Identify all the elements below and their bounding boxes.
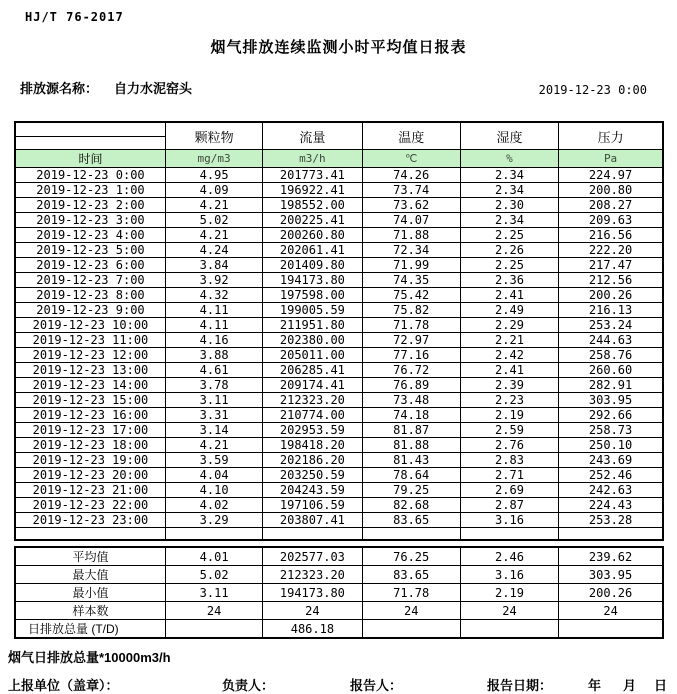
- row-value: 212.56: [559, 273, 663, 288]
- row-value: 202186.20: [263, 453, 362, 468]
- summary-row: [15, 620, 663, 639]
- row-value: 212323.20: [263, 393, 362, 408]
- row-time: 2019-12-23 17:00: [15, 423, 165, 438]
- signature-row: [0, 675, 677, 693]
- row-value: 75.42: [362, 288, 460, 303]
- report-unit-label: 上报单位（盖章）：: [8, 678, 119, 693]
- row-value: 201773.41: [263, 168, 362, 183]
- row-value: 216.13: [559, 303, 663, 318]
- row-value: 74.26: [362, 168, 460, 183]
- row-value: 3.14: [165, 423, 262, 438]
- row-value: 2.87: [460, 498, 558, 513]
- row-value: 77.16: [362, 348, 460, 363]
- row-time: 2019-12-23 3:00: [15, 213, 165, 228]
- row-value: 222.20: [559, 243, 663, 258]
- summary-label: 平均值: [15, 547, 165, 566]
- row-time: 2019-12-23 4:00: [15, 228, 165, 243]
- row-time: 2019-12-23 18:00: [15, 438, 165, 453]
- row-value: 81.43: [362, 453, 460, 468]
- row-value: 199005.59: [263, 303, 362, 318]
- row-value: 73.74: [362, 183, 460, 198]
- row-value: 2.34: [460, 213, 558, 228]
- row-value: 4.04: [165, 468, 262, 483]
- row-value: 5.02: [165, 213, 262, 228]
- report-time: 2019-12-23 0:00: [538, 83, 647, 97]
- row-value: 205011.00: [263, 348, 362, 363]
- row-value: 200.80: [559, 183, 663, 198]
- row-value: 72.97: [362, 333, 460, 348]
- row-value: 224.97: [559, 168, 663, 183]
- row-value: 3.88: [165, 348, 262, 363]
- row-value: 200.26: [559, 288, 663, 303]
- row-value: 83.65: [362, 513, 460, 528]
- row-value: 2.30: [460, 198, 558, 213]
- row-value: 73.48: [362, 393, 460, 408]
- empty-cell: [362, 528, 460, 541]
- row-value: 2.59: [460, 423, 558, 438]
- row-value: 258.73: [559, 423, 663, 438]
- row-value: 203250.59: [263, 468, 362, 483]
- row-value: 4.11: [165, 303, 262, 318]
- row-value: 82.68: [362, 498, 460, 513]
- row-value: 197598.00: [263, 288, 362, 303]
- row-value: 4.16: [165, 333, 262, 348]
- row-value: 2.71: [460, 468, 558, 483]
- summary-value: 2.19: [460, 584, 558, 602]
- summary-value: 303.95: [559, 566, 663, 584]
- summary-value: 3.16: [460, 566, 558, 584]
- table-row: [15, 453, 663, 468]
- row-value: 242.63: [559, 483, 663, 498]
- empty-cell: [165, 528, 262, 541]
- unit-pressure: Pa: [559, 150, 663, 168]
- summary-label: 最小值: [15, 584, 165, 602]
- row-value: 200260.80: [263, 228, 362, 243]
- summary-value: 24: [460, 602, 558, 620]
- table-row: [15, 408, 663, 423]
- row-time: 2019-12-23 5:00: [15, 243, 165, 258]
- main-table: [14, 121, 664, 541]
- row-value: 202380.00: [263, 333, 362, 348]
- row-value: 75.82: [362, 303, 460, 318]
- unit-temperature: ℃: [362, 150, 460, 168]
- time-header: 时间: [15, 150, 165, 168]
- summary-rows: [15, 547, 663, 638]
- footnote: 烟气日排放总量*10000m3/h: [8, 650, 171, 665]
- row-value: 2.34: [460, 183, 558, 198]
- table-row: [15, 483, 663, 498]
- summary-value: 200.26: [559, 584, 663, 602]
- summary-row: [15, 584, 663, 602]
- meta-row: [20, 78, 647, 97]
- table-row: [15, 333, 663, 348]
- row-value: 2.21: [460, 333, 558, 348]
- row-value: 4.95: [165, 168, 262, 183]
- row-value: 210774.00: [263, 408, 362, 423]
- table-row: [15, 468, 663, 483]
- row-value: 253.24: [559, 318, 663, 333]
- year-label: 年: [588, 678, 602, 693]
- summary-value: 24: [165, 602, 262, 620]
- row-value: 198418.20: [263, 438, 362, 453]
- row-time: 2019-12-23 1:00: [15, 183, 165, 198]
- row-value: 76.89: [362, 378, 460, 393]
- row-value: 4.10: [165, 483, 262, 498]
- row-time: 2019-12-23 9:00: [15, 303, 165, 318]
- row-value: 209174.41: [263, 378, 362, 393]
- row-value: 292.66: [559, 408, 663, 423]
- row-value: 2.76: [460, 438, 558, 453]
- row-value: 4.21: [165, 438, 262, 453]
- source-name: 自力水泥窑头: [114, 81, 193, 96]
- summary-value: [559, 620, 663, 639]
- col-header-particulate: 颗粒物: [165, 122, 262, 150]
- row-value: 217.47: [559, 258, 663, 273]
- row-value: 3.84: [165, 258, 262, 273]
- row-value: 2.41: [460, 288, 558, 303]
- col-header-pressure: 压力: [559, 122, 663, 150]
- manager-label: 负责人：: [222, 678, 275, 693]
- row-value: 71.88: [362, 228, 460, 243]
- row-value: 260.60: [559, 363, 663, 378]
- summary-value: 4.01: [165, 547, 262, 566]
- row-time: 2019-12-23 20:00: [15, 468, 165, 483]
- row-value: 3.31: [165, 408, 262, 423]
- row-time: 2019-12-23 15:00: [15, 393, 165, 408]
- row-time: 2019-12-23 2:00: [15, 198, 165, 213]
- summary-value: 24: [559, 602, 663, 620]
- data-rows: [15, 168, 663, 528]
- row-value: 74.35: [362, 273, 460, 288]
- row-value: 2.19: [460, 408, 558, 423]
- row-time: 2019-12-23 6:00: [15, 258, 165, 273]
- row-time: 2019-12-23 19:00: [15, 453, 165, 468]
- row-time: 2019-12-23 0:00: [15, 168, 165, 183]
- row-value: 74.18: [362, 408, 460, 423]
- header-blank-bottom: [15, 136, 165, 150]
- row-value: 2.23: [460, 393, 558, 408]
- summary-label: 日排放总量 (T/D): [15, 620, 165, 639]
- summary-value: 194173.80: [263, 584, 362, 602]
- summary-value: 212323.20: [263, 566, 362, 584]
- row-value: 71.78: [362, 318, 460, 333]
- day-label: 日: [654, 678, 668, 693]
- col-header-temperature: 温度: [362, 122, 460, 150]
- row-value: 2.25: [460, 258, 558, 273]
- row-value: 243.69: [559, 453, 663, 468]
- summary-label: 样本数: [15, 602, 165, 620]
- row-value: 3.11: [165, 393, 262, 408]
- row-time: 2019-12-23 21:00: [15, 483, 165, 498]
- row-value: 204243.59: [263, 483, 362, 498]
- row-value: 79.25: [362, 483, 460, 498]
- summary-value: [165, 620, 262, 639]
- table-row: [15, 393, 663, 408]
- summary-value: 76.25: [362, 547, 460, 566]
- table-row: [15, 213, 663, 228]
- row-value: 2.83: [460, 453, 558, 468]
- page-title: 烟气排放连续监测小时平均值日报表: [210, 39, 467, 56]
- summary-row: [15, 602, 663, 620]
- row-value: 209.63: [559, 213, 663, 228]
- row-value: 2.29: [460, 318, 558, 333]
- table-row: [15, 348, 663, 363]
- row-time: 2019-12-23 16:00: [15, 408, 165, 423]
- row-value: 303.95: [559, 393, 663, 408]
- summary-value: 239.62: [559, 547, 663, 566]
- reporter-label: 报告人：: [350, 678, 403, 693]
- row-value: 244.63: [559, 333, 663, 348]
- summary-row: [15, 566, 663, 584]
- summary-value: 71.78: [362, 584, 460, 602]
- header-row-top: [15, 122, 663, 136]
- table-row: [15, 303, 663, 318]
- table-row: [15, 423, 663, 438]
- table-row: [15, 318, 663, 333]
- row-value: 258.76: [559, 348, 663, 363]
- row-value: 202953.59: [263, 423, 362, 438]
- summary-label: 最大值: [15, 566, 165, 584]
- row-value: 2.49: [460, 303, 558, 318]
- summary-value: 2.46: [460, 547, 558, 566]
- row-value: 197106.59: [263, 498, 362, 513]
- summary-table: [14, 546, 664, 639]
- row-value: 201409.80: [263, 258, 362, 273]
- summary-value: 24: [263, 602, 362, 620]
- unit-flow: m3/h: [263, 150, 362, 168]
- row-value: 252.46: [559, 468, 663, 483]
- row-time: 2019-12-23 23:00: [15, 513, 165, 528]
- row-value: 2.26: [460, 243, 558, 258]
- row-value: 211951.80: [263, 318, 362, 333]
- summary-value: 83.65: [362, 566, 460, 584]
- empty-row: [15, 528, 663, 541]
- row-value: 2.69: [460, 483, 558, 498]
- row-value: 3.16: [460, 513, 558, 528]
- summary-value: 5.02: [165, 566, 262, 584]
- row-value: 3.59: [165, 453, 262, 468]
- row-value: 194173.80: [263, 273, 362, 288]
- unit-particulate: mg/m3: [165, 150, 262, 168]
- row-value: 72.34: [362, 243, 460, 258]
- month-label: 月: [623, 678, 637, 693]
- row-value: 4.09: [165, 183, 262, 198]
- row-value: 208.27: [559, 198, 663, 213]
- row-value: 203807.41: [263, 513, 362, 528]
- summary-value: [460, 620, 558, 639]
- row-value: 4.02: [165, 498, 262, 513]
- header-blank-top: [15, 122, 165, 136]
- row-value: 253.28: [559, 513, 663, 528]
- row-value: 73.62: [362, 198, 460, 213]
- table-row: [15, 258, 663, 273]
- row-time: 2019-12-23 12:00: [15, 348, 165, 363]
- source-line: [20, 78, 192, 97]
- table-row: [15, 168, 663, 183]
- row-value: 196922.41: [263, 183, 362, 198]
- row-value: 78.64: [362, 468, 460, 483]
- row-value: 2.36: [460, 273, 558, 288]
- table-row: [15, 363, 663, 378]
- report-date-label: 报告日期：: [487, 678, 553, 693]
- row-value: 4.24: [165, 243, 262, 258]
- row-value: 250.10: [559, 438, 663, 453]
- row-value: 3.29: [165, 513, 262, 528]
- summary-value: [362, 620, 460, 639]
- row-value: 81.88: [362, 438, 460, 453]
- row-value: 74.07: [362, 213, 460, 228]
- empty-cell: [559, 528, 663, 541]
- table-row: [15, 288, 663, 303]
- row-value: 81.87: [362, 423, 460, 438]
- row-time: 2019-12-23 11:00: [15, 333, 165, 348]
- row-value: 216.56: [559, 228, 663, 243]
- row-time: 2019-12-23 22:00: [15, 498, 165, 513]
- row-value: 3.78: [165, 378, 262, 393]
- table-row: [15, 273, 663, 288]
- summary-value: 24: [362, 602, 460, 620]
- row-value: 4.61: [165, 363, 262, 378]
- row-value: 2.25: [460, 228, 558, 243]
- row-value: 3.92: [165, 273, 262, 288]
- row-time: 2019-12-23 14:00: [15, 378, 165, 393]
- empty-cell: [460, 528, 558, 541]
- row-value: 224.43: [559, 498, 663, 513]
- row-time: 2019-12-23 8:00: [15, 288, 165, 303]
- table-row: [15, 438, 663, 453]
- standard-code: HJ/T 76-2017: [25, 10, 124, 24]
- col-header-flow: 流量: [263, 122, 362, 150]
- row-value: 2.42: [460, 348, 558, 363]
- row-value: 71.99: [362, 258, 460, 273]
- table-row: [15, 198, 663, 213]
- row-time: 2019-12-23 13:00: [15, 363, 165, 378]
- row-value: 282.91: [559, 378, 663, 393]
- summary-row: [15, 547, 663, 566]
- row-value: 2.34: [460, 168, 558, 183]
- row-value: 4.32: [165, 288, 262, 303]
- row-value: 2.39: [460, 378, 558, 393]
- row-time: 2019-12-23 10:00: [15, 318, 165, 333]
- empty-cell: [263, 528, 362, 541]
- table-row: [15, 228, 663, 243]
- row-value: 206285.41: [263, 363, 362, 378]
- row-value: 4.11: [165, 318, 262, 333]
- col-header-humidity: 湿度: [460, 122, 558, 150]
- row-value: 202061.41: [263, 243, 362, 258]
- row-time: 2019-12-23 7:00: [15, 273, 165, 288]
- unit-row: [15, 150, 663, 168]
- row-value: 198552.00: [263, 198, 362, 213]
- row-value: 4.21: [165, 198, 262, 213]
- table-row: [15, 243, 663, 258]
- table-row: [15, 498, 663, 513]
- row-value: 76.72: [362, 363, 460, 378]
- row-value: 4.21: [165, 228, 262, 243]
- summary-value: 486.18: [263, 620, 362, 639]
- row-value: 200225.41: [263, 213, 362, 228]
- summary-value: 202577.03: [263, 547, 362, 566]
- table-row: [15, 513, 663, 528]
- table-row: [15, 183, 663, 198]
- empty-cell: [15, 528, 165, 541]
- unit-humidity: %: [460, 150, 558, 168]
- summary-value: 3.11: [165, 584, 262, 602]
- source-label: 排放源名称：: [20, 81, 99, 96]
- spacer-body: [15, 528, 663, 541]
- row-value: 2.41: [460, 363, 558, 378]
- table-row: [15, 378, 663, 393]
